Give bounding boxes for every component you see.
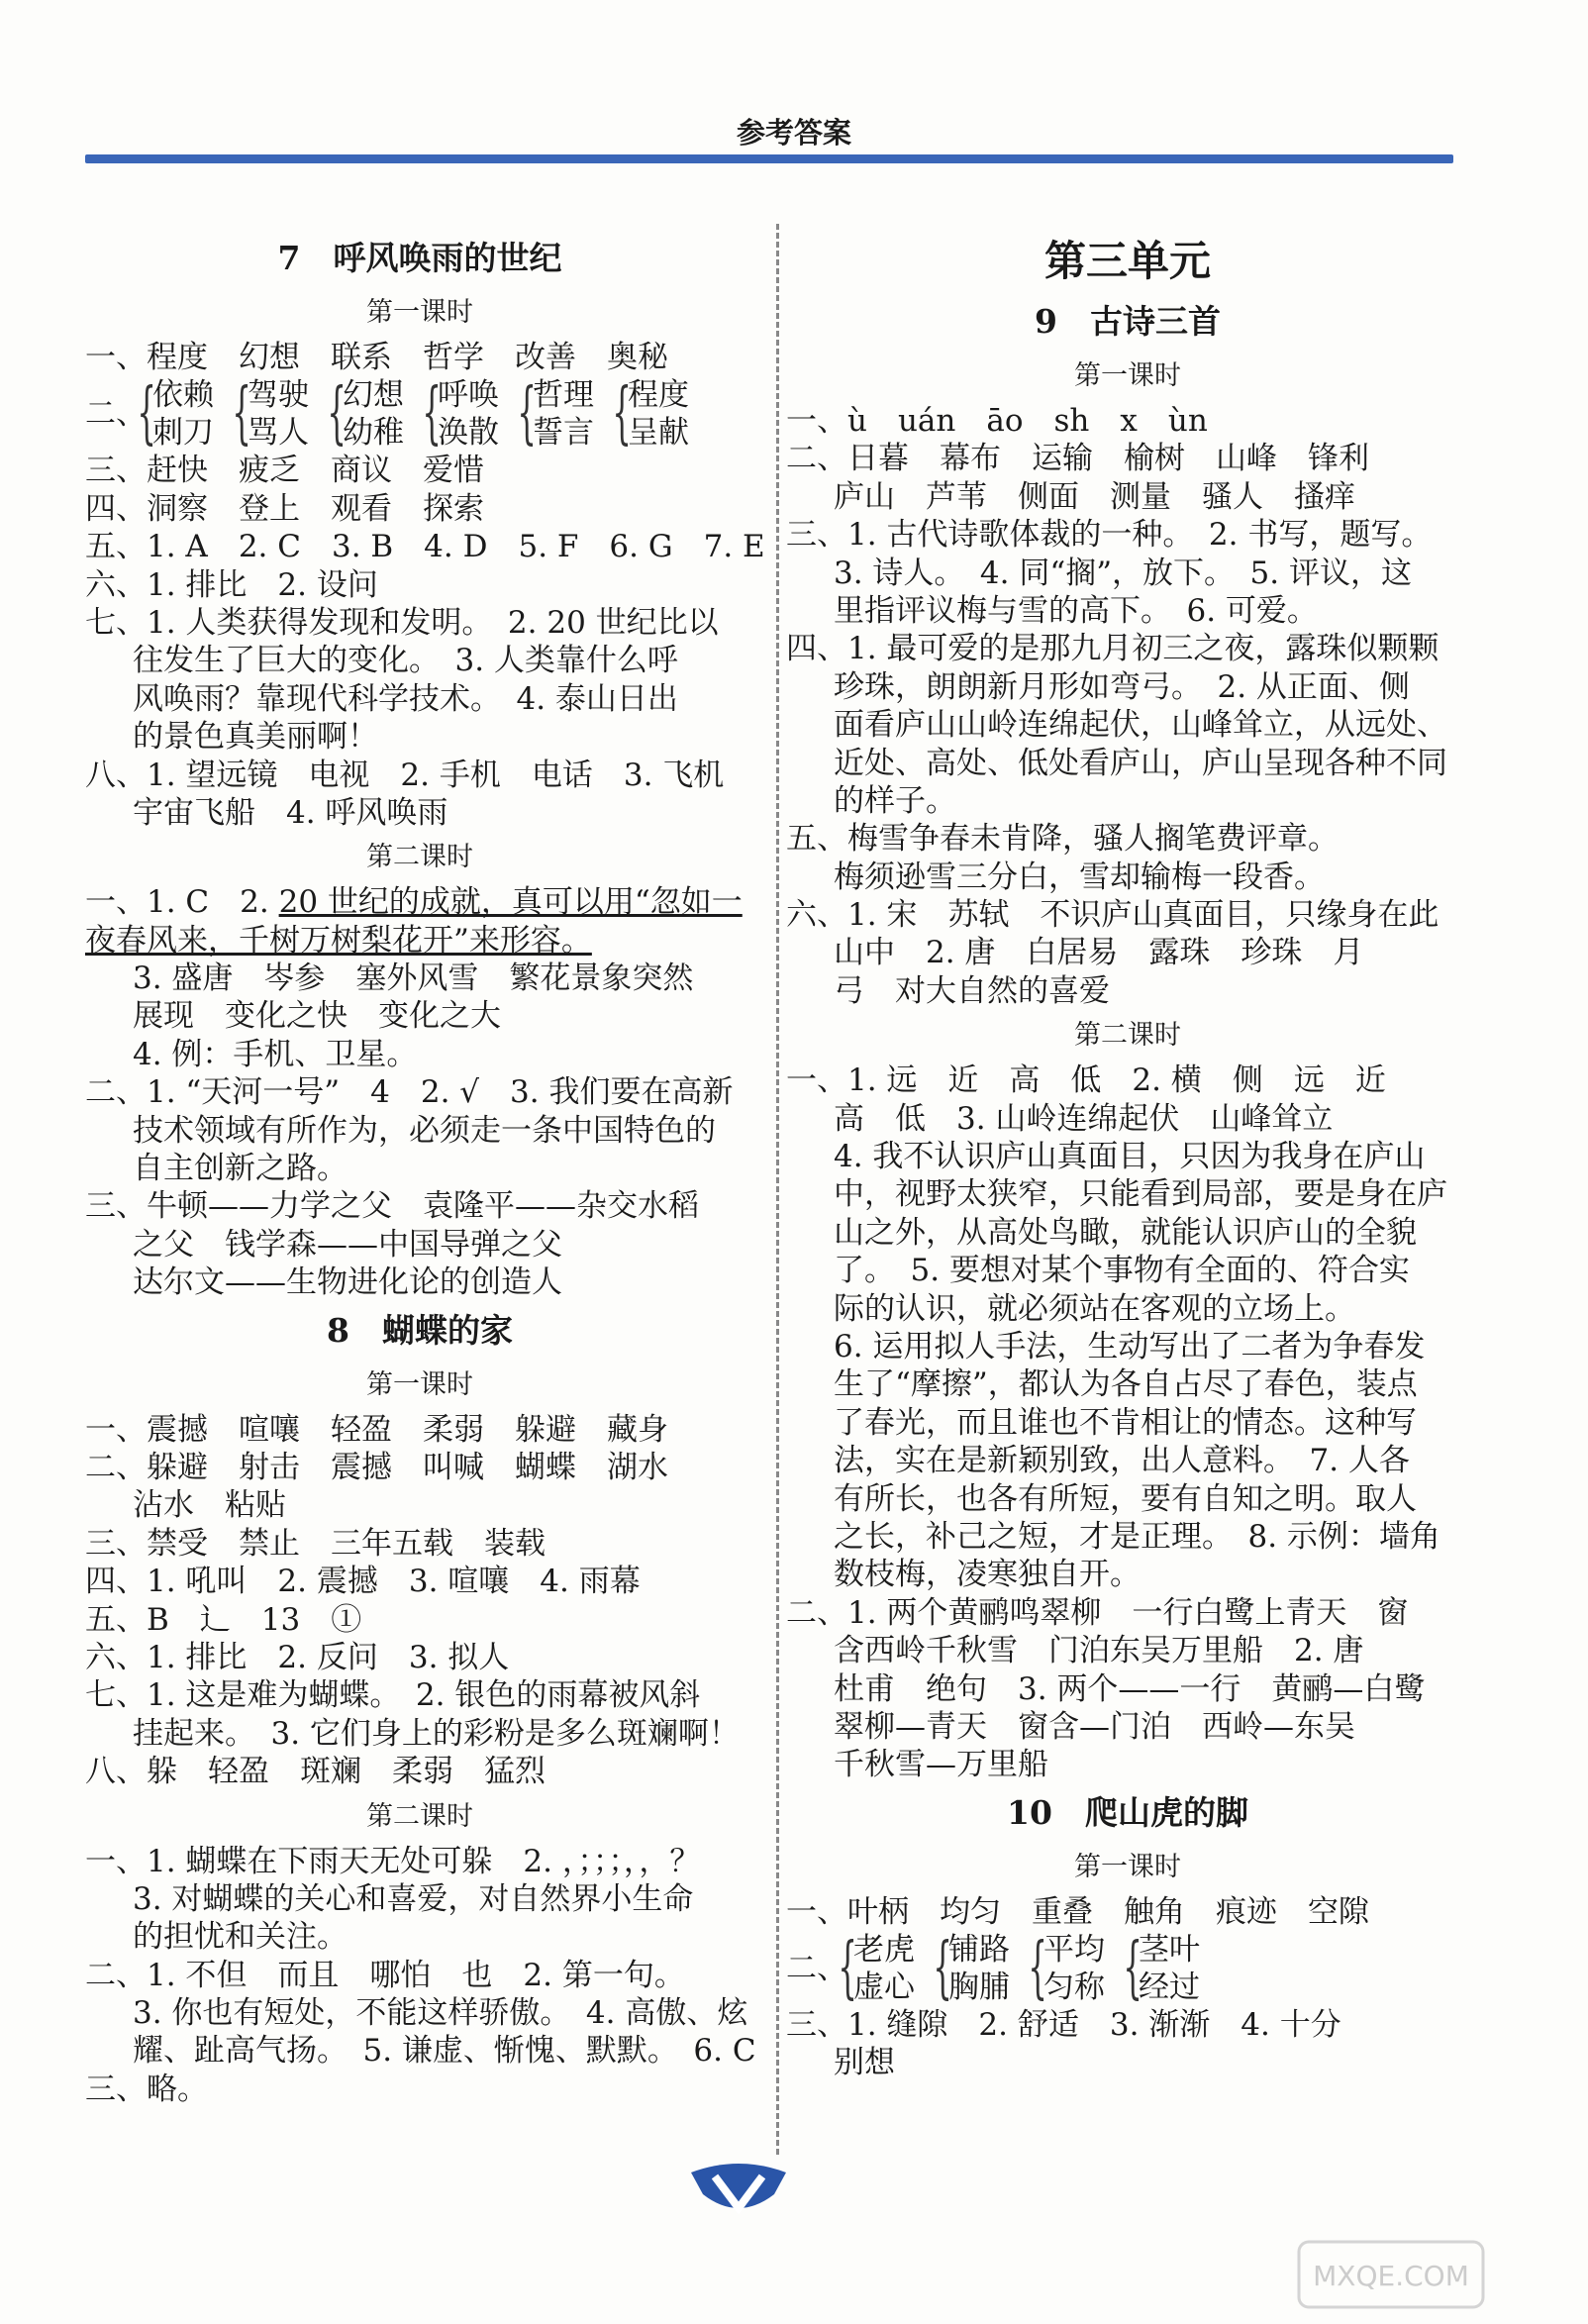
answer-text: 珍珠，朗朗新月形如弯弓。 2. 从正面、侧: [834, 668, 1410, 705]
answer-text: 第一课时: [1074, 1851, 1181, 1882]
answer-text: 有所长，也各有所短，要有自知之明。取人: [834, 1480, 1417, 1517]
lesson-title: [786, 1784, 1469, 1842]
answer-text: 沾水 粘贴: [133, 1487, 286, 1524]
answer-text: 含西岭千秋雪 门泊东吴万里船 2. 唐: [834, 1633, 1364, 1669]
answer-text: 三、1. 古代诗歌体裁的一种。 2. 书写，题写。: [786, 517, 1433, 554]
answer-text: 了。 5. 要想对某个事物有全面的、符合实: [834, 1253, 1410, 1289]
answer-text: 挂起来。 3. 它们身上的彩粉是多么斑斓啊！: [133, 1715, 740, 1752]
matching-pairs-row: [85, 376, 754, 452]
answer-text: 里指评议梅与雪的高下。 6. 可爱。: [834, 592, 1318, 629]
answer-line: [786, 972, 1469, 1010]
answer-line: [85, 1994, 754, 2032]
answer-text: 二、躲避 射击 震撼 叫喊 蝴蝶 湖水: [85, 1449, 668, 1485]
pair-word: 呼唤: [438, 377, 499, 414]
answer-line: [85, 1639, 754, 1676]
answer-line: [85, 1112, 754, 1150]
answer-text: 翠柳—青天 窗含—门泊 西岭—东吴: [834, 1708, 1355, 1745]
underlined-answer: 20 世纪的成就，真可以用“忽如一: [278, 884, 743, 921]
pair-word: 虚心: [853, 1970, 915, 2006]
answer-text: 一、1. C 2.: [85, 884, 279, 921]
answer-line: [85, 1843, 754, 1880]
period-heading: [85, 1791, 754, 1843]
word-pair: [513, 376, 594, 452]
answer-line: [786, 820, 1469, 858]
answer-line: [85, 1918, 754, 1956]
answer-line: [85, 1226, 754, 1263]
word-pair: [418, 376, 499, 452]
answer-text: 第三单元: [1043, 237, 1211, 285]
answer-text: 一、程度 幻想 联系 哲学 改善 奥秘: [85, 340, 668, 375]
answer-text: 之长，补己之短，才是正理。 8. 示例：墙角: [834, 1518, 1440, 1555]
answer-text: 二、日暮 幕布 运输 榆树 山峰 锋利: [786, 441, 1369, 477]
answer-line: [786, 1214, 1469, 1252]
answer-line: [786, 1442, 1469, 1479]
left-column: [85, 230, 765, 2108]
answer-line: [786, 2044, 1469, 2081]
answer-text: 一、ù uán āo sh x ùn: [786, 403, 1208, 439]
matching-pairs-row: [786, 1931, 1469, 2006]
answer-line: [85, 1715, 754, 1753]
answer-text: 四、洞察 登上 观看 探索: [85, 490, 484, 527]
answer-line: [85, 452, 754, 489]
answer-text: 八、躲 轻盈 斑斓 柔弱 猛烈: [85, 1754, 546, 1790]
period-heading: [786, 1842, 1469, 1893]
answer-text: 10 爬山虎的脚: [1007, 1792, 1248, 1832]
answer-line: [786, 402, 1469, 440]
answer-line: [786, 1328, 1469, 1365]
answer-text: 6. 运用拟人手法，生动写出了二者为争春发: [834, 1328, 1426, 1364]
answer-text: 面看庐山山岭连绵起伏，山峰耸立，从远处、: [834, 707, 1447, 744]
answer-text: 三、赶快 疲乏 商议 爱惜: [85, 453, 484, 489]
word-pair: [1024, 1931, 1105, 2006]
answer-line: [85, 642, 754, 679]
pair-word: 程度: [628, 377, 689, 414]
answer-text: 4. 例：手机、卫星。: [133, 1036, 418, 1072]
period-heading: [786, 351, 1469, 402]
word-pair: [228, 376, 309, 452]
answer-line: [85, 1486, 754, 1524]
pair-word: 平均: [1043, 1932, 1105, 1969]
answer-text: 第一课时: [366, 1368, 473, 1400]
word-pair: [929, 1931, 1010, 2006]
answer-text: 风唤雨？靠现代科学技术。 4. 泰山日出: [133, 680, 678, 717]
answer-text: 自主创新之路。: [133, 1151, 347, 1187]
answer-line: [786, 1061, 1469, 1099]
answer-text: 五、梅雪争春未肯降，骚人搁笔费评章。: [786, 821, 1339, 858]
pair-word: 铺路: [948, 1932, 1010, 1969]
answer-text: 三、1. 缝隙 2. 舒适 3. 渐渐 4. 十分: [786, 2007, 1341, 2044]
answer-line: [85, 1073, 754, 1111]
answer-text: 杜甫 绝句 3. 两个——一行 黄鹂—白鹭: [834, 1670, 1426, 1707]
answer-text: 四、1. 最可爱的是那九月初三之夜，露珠似颗颗: [786, 631, 1439, 667]
answer-text: 高 低 3. 山岭连绵起伏 山峰耸立: [834, 1100, 1334, 1137]
header-rule: [85, 154, 1453, 163]
answer-line: [85, 1263, 754, 1301]
brace-icon: {: [422, 374, 442, 454]
lesson-title: [786, 293, 1469, 351]
answer-line: [85, 1411, 754, 1449]
answer-text: 第二课时: [366, 1800, 473, 1832]
answer-line: [85, 1676, 754, 1714]
answer-text: 别想: [834, 2045, 895, 2081]
answer-line: [85, 1601, 754, 1639]
answer-text: 7 呼风唤雨的世纪: [277, 239, 562, 277]
answer-line: [85, 1449, 754, 1486]
pair-word: 涣散: [438, 415, 499, 452]
pair-word: 骂人: [248, 415, 309, 452]
answer-text: 山中 2. 唐 白居易 露珠 珍珠 月: [834, 935, 1364, 971]
right-column: [786, 230, 1469, 2082]
answer-line: [786, 934, 1469, 971]
brace-icon: {: [612, 374, 632, 454]
answer-line: [786, 1138, 1469, 1175]
answer-text: 达尔文——生物进化论的创造人: [133, 1264, 562, 1301]
answer-text: 3. 对蝴蝶的关心和喜爱，对自然界小生命: [133, 1880, 694, 1917]
pair-word: 老虎: [853, 1932, 915, 1969]
answer-text: 山之外，从高处鸟瞰，就能认识庐山的全貌: [834, 1214, 1417, 1251]
answer-line: [786, 1290, 1469, 1328]
answer-text: 的担忧和关注。: [133, 1919, 347, 1956]
brace-icon: {: [137, 374, 156, 454]
answer-text: 法，实在是新颖别致，出人意料。 7. 人各: [834, 1443, 1410, 1479]
pair-word: 经过: [1139, 1970, 1200, 2006]
brace-icon: {: [517, 374, 537, 454]
answer-text: 往发生了巨大的变化。 3. 人类靠什么呼: [133, 643, 678, 679]
answer-text: 近处、高处、低处看庐山，庐山呈现各种不同: [834, 745, 1447, 781]
page-header-title: 参考答案: [736, 116, 851, 150]
pair-word: 幼稚: [343, 415, 404, 452]
brace-icon: {: [933, 1929, 952, 2008]
answer-line: [85, 960, 754, 997]
answer-text: 第一课时: [366, 297, 473, 328]
answer-text: 一、1. 远 近 高 低 2. 横 侧 远 近: [786, 1062, 1386, 1099]
answer-line: [85, 1957, 754, 1994]
answer-line: [85, 718, 754, 756]
brace-icon: {: [327, 374, 347, 454]
answer-line: [85, 490, 754, 528]
answer-text: 千秋雪—万里船: [834, 1747, 1048, 1783]
answer-text: 际的认识，就必须站在客观的立场上。: [834, 1290, 1355, 1327]
pair-word: 誓言: [533, 415, 594, 452]
answer-text: 生了“摩擦”，都认为各自占尽了春色，装点: [834, 1366, 1418, 1403]
question-number: 二、: [786, 1950, 847, 1986]
answer-text: 3. 你也有短处，不能这样骄傲。 4. 高傲、炫: [133, 1995, 748, 2032]
answer-text: 展现 变化之快 变化之大: [133, 998, 501, 1035]
answer-text: 的样子。: [834, 782, 956, 819]
answer-text: 五、B 辶 13 ①: [85, 1601, 362, 1638]
column-divider: [776, 224, 779, 2155]
answer-text: 弓 对大自然的喜爱: [834, 972, 1110, 1009]
answer-line: [786, 1404, 1469, 1442]
word-pair: [133, 376, 214, 452]
answer-text: 的景色真美丽啊！: [133, 719, 378, 756]
answer-line: [85, 1753, 754, 1790]
answer-line: [786, 1175, 1469, 1213]
answer-line: [786, 592, 1469, 630]
answer-line: [85, 997, 754, 1035]
question-number: 二、: [85, 396, 147, 433]
answer-line: [786, 668, 1469, 706]
period-heading: [85, 1360, 754, 1411]
answer-text: 三、禁受 禁止 三年五载 装载: [85, 1525, 546, 1562]
answer-text: 中，视野太狭窄，只能看到局部，要是身在庐: [834, 1176, 1447, 1213]
answer-line: [85, 1187, 754, 1225]
answer-line: [786, 1518, 1469, 1556]
answer-line: [786, 1100, 1469, 1138]
answer-line: [85, 528, 765, 565]
answer-line: [786, 745, 1469, 782]
answer-text: 3. 诗人。 4. 同“搁”，放下。 5. 评议，这: [834, 555, 1412, 591]
answer-text: 一、震撼 喧嚷 轻盈 柔弱 躲避 藏身: [85, 1411, 668, 1448]
answer-line: [786, 1708, 1469, 1746]
answer-line: [85, 680, 754, 718]
pair-word: 刺刀: [152, 415, 214, 452]
answer-text: 四、1. 吼叫 2. 震撼 3. 喧嚷 4. 雨幕: [85, 1564, 641, 1600]
answer-line: [85, 757, 754, 794]
underlined-answer: 夜春风来，千树万树梨花开”来形容。: [85, 922, 592, 959]
brace-icon: {: [1123, 1929, 1142, 2008]
answer-line: [85, 883, 754, 921]
answer-line: [85, 922, 754, 960]
answer-line: [786, 2006, 1469, 2044]
answer-text: 数枝梅，凌寒独自开。: [834, 1557, 1141, 1593]
answer-line: [85, 1525, 754, 1563]
pair-word: 哲理: [533, 377, 594, 414]
answer-text: 五、1. A 2. C 3. B 4. D 5. F 6. G 7. E: [85, 529, 765, 565]
lesson-title: [85, 230, 754, 287]
answer-line: [85, 604, 754, 642]
pair-word: 依赖: [152, 377, 214, 414]
answer-line: [85, 794, 754, 832]
brace-icon: {: [232, 374, 251, 454]
answer-text: 七、1. 人类获得发现和发明。 2. 20 世纪比以: [85, 604, 719, 641]
pair-word: 胸脯: [948, 1970, 1010, 2006]
pair-word: 匀称: [1043, 1970, 1105, 2006]
answer-line: [786, 706, 1469, 744]
answer-line: [786, 782, 1469, 820]
pair-word: 呈献: [628, 415, 689, 452]
pair-word: 驾驶: [248, 377, 309, 414]
answer-text: 六、1. 宋 苏轼 不识庐山真面目，只缘身在此: [786, 897, 1439, 934]
answer-text: 二、1. 不但 而且 哪怕 也 2. 第一句。: [85, 1957, 685, 1993]
answer-text: 一、叶柄 均匀 重叠 触角 痕迹 空隙: [786, 1893, 1369, 1930]
answer-line: [786, 1594, 1469, 1632]
answer-text: 第二课时: [1074, 1020, 1181, 1052]
answer-line: [786, 440, 1469, 477]
word-pair: [608, 376, 689, 452]
answer-text: 七、1. 这是难为蝴蝶。 2. 银色的雨幕被风斜: [85, 1677, 701, 1714]
answer-text: 之父 钱学森——中国导弹之父: [133, 1226, 562, 1263]
answer-line: [85, 1563, 754, 1600]
answer-line: [786, 1365, 1469, 1403]
lesson-title: [85, 1302, 754, 1360]
answer-text: 梅须逊雪三分白，雪却输梅一段香。: [834, 859, 1325, 895]
answer-text: 了春光，而且谁也不肯相让的情态。这种写: [834, 1404, 1417, 1441]
pair-word: 茎叶: [1139, 1932, 1200, 1969]
answer-line: [85, 566, 754, 604]
word-pair: [323, 376, 404, 452]
answer-line: [85, 2032, 754, 2070]
answer-line: [85, 339, 754, 376]
answer-line: [786, 1670, 1469, 1708]
answer-line: [786, 1746, 1469, 1783]
period-heading: [85, 832, 754, 883]
answer-text: 庐山 芦苇 侧面 测量 骚人 搔痒: [834, 478, 1355, 515]
brace-icon: {: [1028, 1929, 1047, 2008]
word-pair: [1119, 1931, 1200, 2006]
period-heading: [786, 1010, 1469, 1061]
answer-line: [786, 630, 1469, 667]
watermark-text: MXQE.COM: [1313, 2260, 1469, 2292]
answer-text: 一、1. 蝴蝶在下雨天无处可躲 2. ，；；；，，？: [85, 1843, 701, 1879]
answer-line: [786, 1632, 1469, 1669]
answer-line: [786, 1893, 1469, 1931]
answer-text: 3. 盛唐 岑参 塞外风雪 繁花景象突然: [133, 960, 694, 997]
answer-line: [786, 1252, 1469, 1289]
answer-text: 8 蝴蝶的家: [327, 1310, 513, 1350]
answer-line: [786, 859, 1469, 896]
answer-line: [786, 896, 1469, 934]
answer-text: 技术领域有所作为，必须走一条中国特色的: [133, 1112, 716, 1149]
unit-title: [786, 230, 1469, 293]
answer-text: 二、1. “天河一号” 4 2. √ 3. 我们要在高新: [85, 1074, 734, 1111]
answer-text: 二、1. 两个黄鹂鸣翠柳 一行白鹭上青天 窗: [786, 1594, 1409, 1631]
answer-line: [786, 555, 1469, 592]
answer-text: 第二课时: [366, 842, 473, 873]
answer-line: [85, 2071, 754, 2108]
answer-text: 9 古诗三首: [1035, 302, 1221, 341]
answer-text: 4. 我不认识庐山真面目，只因为我身在庐山: [834, 1139, 1426, 1175]
answer-line: [786, 1556, 1469, 1593]
answer-line: [786, 516, 1469, 554]
word-pair: [834, 1931, 915, 2006]
answer-line: [786, 478, 1469, 516]
answer-line: [85, 1036, 754, 1073]
answer-text: 三、牛顿——力学之父 袁隆平——杂交水稻: [85, 1188, 699, 1225]
period-heading: [85, 287, 754, 339]
answer-text: 八、1. 望远镜 电视 2. 手机 电话 3. 飞机: [85, 757, 725, 793]
answer-text: 三、略。: [85, 2071, 208, 2107]
answer-line: [85, 1150, 754, 1187]
answer-line: [786, 1480, 1469, 1518]
answer-text: 六、1. 排比 2. 设问: [85, 566, 378, 603]
answer-text: 六、1. 排比 2. 反问 3. 拟人: [85, 1639, 510, 1675]
answer-text: 宇宙飞船 4. 呼风唤雨: [133, 794, 448, 831]
answer-text: 第一课时: [1074, 360, 1181, 391]
answer-line: [85, 1880, 754, 1918]
brace-icon: {: [838, 1929, 857, 2008]
watermark-logo: [1297, 2240, 1485, 2309]
pair-word: 幻想: [343, 377, 404, 414]
answer-text: 耀、趾高气扬。 5. 谦虚、惭愧、默默。 6. C: [133, 2033, 756, 2070]
page-number-emblem: [683, 2159, 794, 2226]
